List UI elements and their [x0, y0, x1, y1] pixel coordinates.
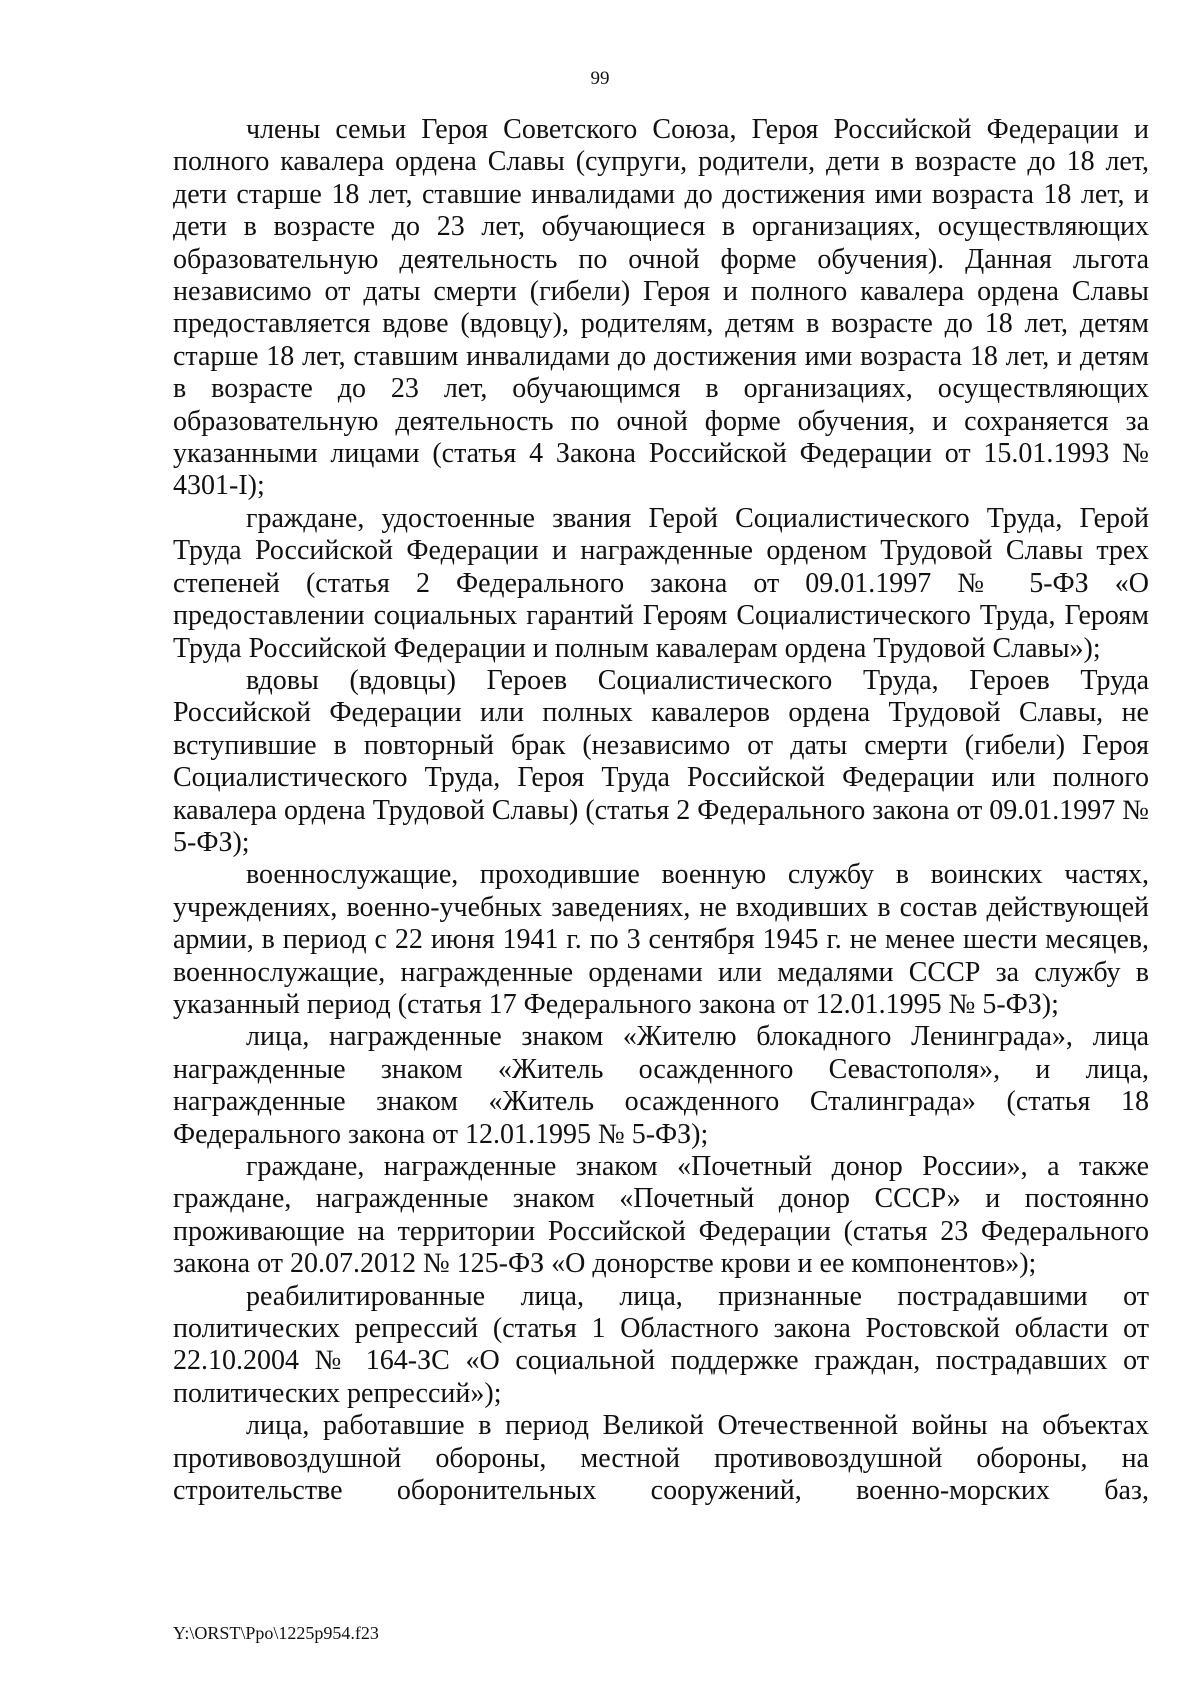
paragraph-military-servicemen: военнослужащие, проходившие военную службу в воинских частях, учреждениях, военно-учебных заведениях, не входивших в состав действующей армии, в период с 22 июня 1941 г. по 3 сентября 1945 г. не менее шести месяцев, военнослужащие, награжденные орденами или медалями СССР за службу в указанный период (статья 17 Федерального закона от 12.01.1995 № 5-ФЗ); [173, 859, 1149, 1020]
document-body [173, 114, 1149, 1507]
paragraph-honorary-donors: граждане, награжденные знаком «Почетный донор России», а также граждане, награжденные знаком «Почетный донор СССР» и постоянно проживающие на территории Российской Федерации (статья 23 Федерального закона от 20.07.2012 № 125-ФЗ «О донорстве крови и ее компонентов»); [173, 1151, 1149, 1280]
paragraph-socialist-labor-heroes: граждане, удостоенные звания Герой Социалистического Труда, Герой Труда Российской Федерации и награжденные орденом Трудовой Славы трех степеней (статья 2 Федерального закона от 09.01.1997 № 5-ФЗ «О предоставлении социальных гарантий Героям Социалистического Труда, Героям Труда Российской Федерации и полным кавалерам ордена Трудовой Славы»); [173, 502, 1149, 664]
paragraph-siege-residents: лица, награжденные знаком «Жителю блокадного Ленинграда», лица награжденные знаком «Житель осажденного Севастополя», и лица, награжденные знаком «Житель осажденного Сталинграда» (статья 18 Федерального закона от 12.01.1995 № 5-ФЗ); [173, 1021, 1149, 1150]
paragraph-wartime-workers: лица, работавшие в период Великой Отечественной войны на объектах противовоздушной обороны, местной противовоздушной обороны, на строительстве оборонительных сооружений, военно-морских баз, [173, 1410, 1149, 1507]
footer-file-path: Y:\ORST\Ppo\1225p954.f23 [173, 1623, 379, 1643]
paragraph-hero-family: члены семьи Героя Советского Союза, Героя Российской Федерации и полного кавалера ордена Славы (супруги, родители, дети в возрасте до 18 лет, дети старше 18 лет, ставшие инвалидами до достижения ими возраста 18 лет, и дети в возрасте до 23 лет, обучающиеся в организациях, осуществляющих образовательную деятельность по очной форме обучения). Данная льгота независимо от даты смерти (гибели) Героя и полного кавалера ордена Славы предоставляется вдове (вдовцу), родителям, детям в возрасте до 18 лет, детям старше 18 лет, ставшим инвалидами до достижения ими возраста 18 лет, и детям в возрасте до 23 лет, обучающимся в организациях, осуществляющих образовательную деятельность по очной форме обучения, и сохраняется за указанными лицами (статья 4 Закона Российской Федерации от 15.01.1993 № 4301-I); [173, 114, 1149, 502]
page-number: 99 [590, 68, 610, 89]
paragraph-widows-of-heroes: вдовы (вдовцы) Героев Социалистического Труда, Героев Труда Российской Федерации или полных кавалеров ордена Трудовой Славы, не вступившие в повторный брак (независимо от даты смерти (гибели) Героя Социалистического Труда, Героя Труда Российской Федерации или полного кавалера ордена Трудовой Славы) (статья 2 Федерального закона от 09.01.1997 № 5-ФЗ); [173, 664, 1149, 858]
paragraph-rehabilitated-persons: реабилитированные лица, лица, признанные пострадавшими от политических репрессий (статья 1 Областного закона Ростовской области от 22.10.2004 № 164-ЗС «О социальной поддержке граждан, пострадавших от политических репрессий»); [173, 1280, 1149, 1409]
